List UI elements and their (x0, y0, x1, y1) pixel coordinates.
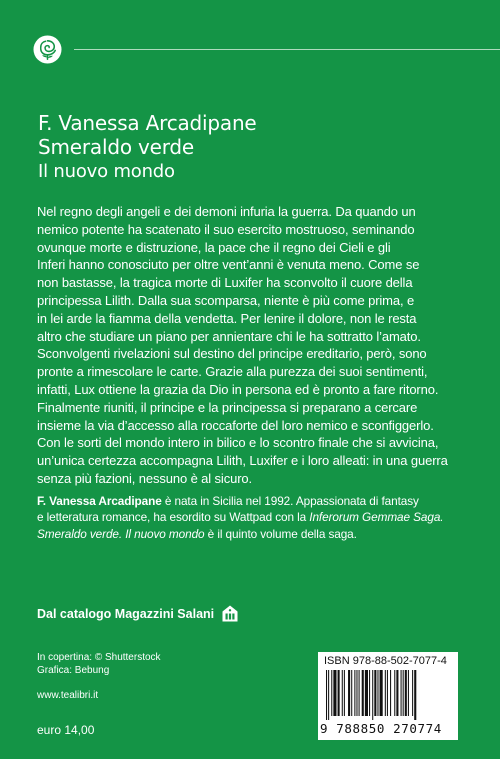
synopsis-line: senza più fazioni, nessuno è al sicuro. (37, 470, 253, 486)
book-title: Smeraldo verde (38, 135, 195, 159)
catalog-text: Dal catalogo Magazzini Salani (37, 606, 215, 621)
synopsis-line: Sconvolgenti rivelazioni sul destino del principe ereditario, però, sono (37, 346, 427, 362)
isbn-digits: 9 788850 270774 (320, 721, 442, 736)
isbn-box (318, 652, 458, 740)
price: euro 14,00 (37, 723, 95, 737)
bio-saga-title: Inferorum Gemmae Saga. (309, 510, 444, 525)
synopsis-line: Nel regno degli angeli e dei demoni infuria la guerra. Da quando un (37, 204, 416, 219)
synopsis-line: in lei arde la fiamma della vendetta. Per lenire il dolore, non le resta (37, 310, 417, 326)
book-subtitle: Il nuovo mondo (38, 161, 175, 182)
barcode (324, 670, 452, 720)
bio-line (37, 493, 477, 509)
bio-text: è nata in Sicilia nel 1992. Appassionata di fantasy (161, 494, 419, 508)
synopsis-line: non bastasse, la tragica morte di Luxifer ha sconvolto il cuore della (37, 275, 413, 291)
synopsis-line: insieme la via d’accesso alla roccaforte del loro nemico e sconfiggerlo. (37, 417, 434, 433)
website: www.tealibri.it (37, 690, 99, 701)
synopsis-line: Finalmente riuniti, il principe e la principessa si preparano a cercare (37, 399, 418, 415)
header-rule (74, 49, 500, 50)
graphics-credit: Grafica: Bebung (37, 665, 110, 676)
synopsis-line: Con le sorti del mondo intero in bilico e lo scontro finale che si avvicina, (37, 435, 439, 451)
isbn-label: ISBN 978-88-502-7077-4 (324, 655, 447, 667)
synopsis-line: infatti, Lux ottiene la grazia da Dio in persona ed è pronto a fare ritorno. (37, 381, 439, 397)
bio-author-name: F. Vanessa Arcadipane (37, 494, 162, 508)
synopsis-line: altro che studiare un piano per annientare chi le ha sottratto l’amato. (37, 328, 421, 344)
credits (37, 651, 161, 677)
synopsis-line: un’unica certezza accompagna Lilith, Luxifer e i loro alleati: in una guerra (37, 453, 448, 469)
author-name: F. Vanessa Arcadipane (38, 111, 257, 135)
title-block (38, 111, 257, 184)
synopsis-line: Inferi hanno conosciuto per oltre vent’anni è venuta meno. Come se (37, 257, 420, 273)
synopsis (37, 203, 477, 488)
house-icon (222, 605, 238, 622)
catalog-line (37, 605, 238, 622)
synopsis-line: pronte a rimescolare le carte. Grazie alla purezza dei suoi sentimenti, (37, 364, 428, 380)
author-bio (37, 493, 477, 542)
synopsis-line: ovunque morte e distruzione, la pace che il regno dei Cieli e gli (37, 239, 391, 255)
cover-credit: In copertina: © Shutterstock (37, 652, 161, 663)
synopsis-line: principessa Lilith. Dalla sua scomparsa, niente è più come prima, e (37, 292, 415, 308)
rose-logo-icon (33, 35, 62, 64)
bio-line (37, 509, 477, 525)
bio-text: e letteratura romance, ha esordito su Wattpad con la (37, 510, 310, 525)
bio-book-title: Smeraldo verde. Il nuovo mondo (37, 526, 205, 541)
bio-line (37, 526, 477, 542)
bio-text: è il quinto volume della saga. (204, 526, 357, 541)
synopsis-line: nemico potente ha scatenato il suo esercito mostruoso, seminando (37, 221, 415, 237)
